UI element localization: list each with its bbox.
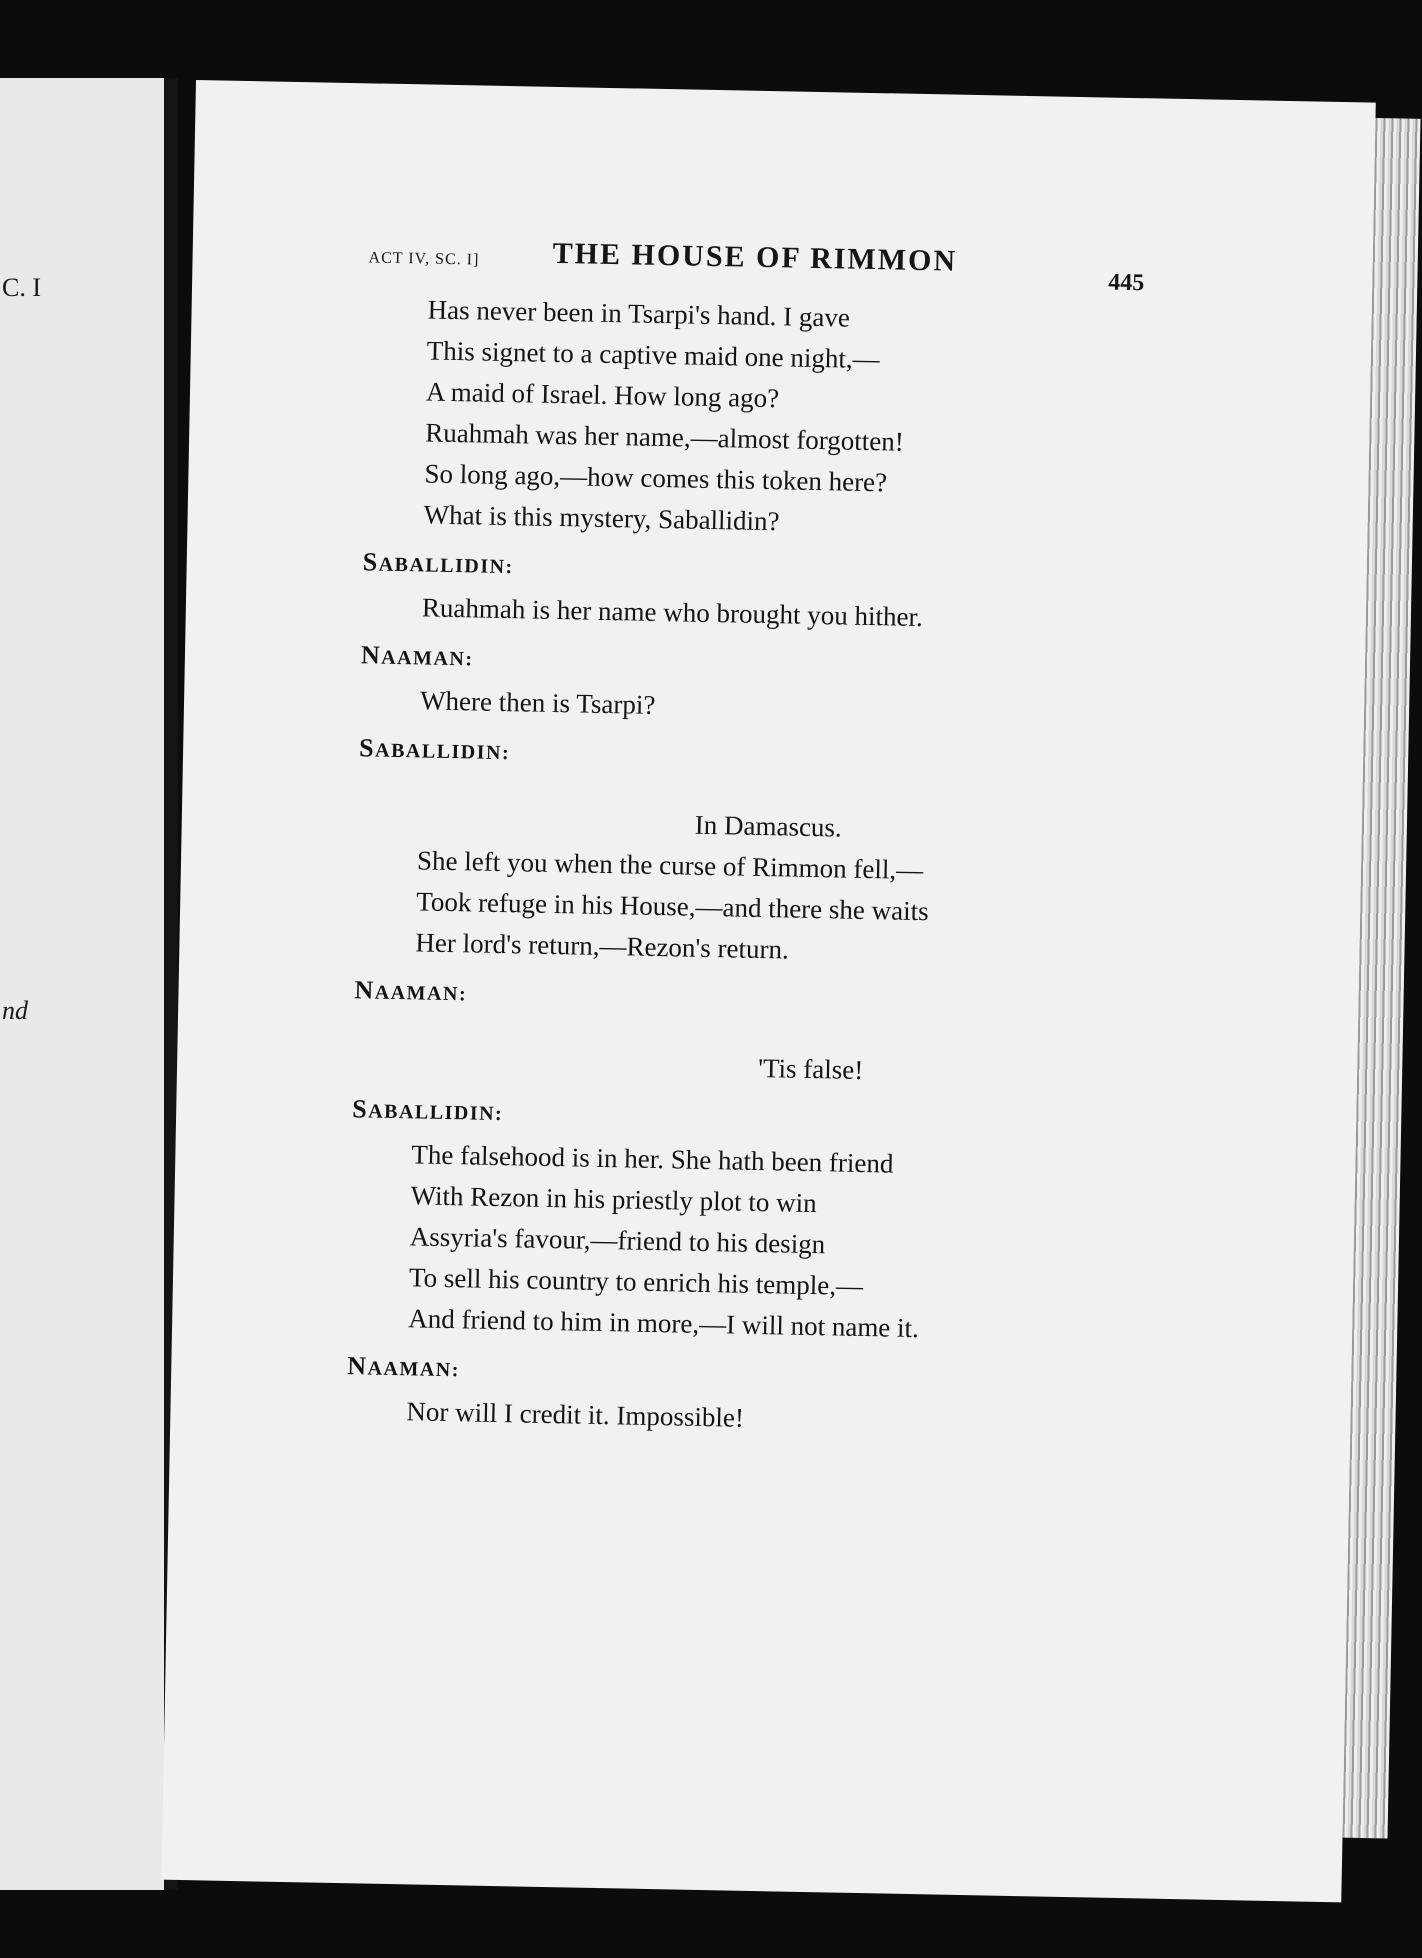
- verse-line: Took refuge in his House,—and there she waits: [415, 886, 929, 927]
- play-text: [346, 288, 1268, 1448]
- verse-line: Her lord's return,—Rezon's return.: [415, 927, 790, 965]
- verse-line: Ruahmah is her name who brought you hither.: [421, 592, 924, 633]
- verse-line: Nor will I credit it. Impossible!: [406, 1396, 745, 1433]
- verse-line: Assyria's favour,—friend to his design: [409, 1221, 826, 1260]
- verse-line: So long ago,—how comes this token here?: [424, 458, 888, 498]
- speaker-name: NAAMAN:: [354, 975, 468, 1006]
- previous-page: [0, 78, 178, 1890]
- verse-line: What is this mystery, Saballidin?: [423, 499, 780, 537]
- book-title: THE HOUSE OF RIMMON: [552, 236, 958, 278]
- previous-page-fragment: C. I: [2, 273, 41, 302]
- verse-line: 'Tis false!: [757, 1052, 864, 1085]
- speaker-name: SABALLIDIN:: [352, 1094, 504, 1126]
- book-page: [161, 80, 1375, 1902]
- speaker-name: SABALLIDIN:: [362, 547, 514, 579]
- verse-line: And friend to him in more,—I will not name it.: [407, 1303, 920, 1344]
- verse-line: With Rezon in his priestly plot to win: [410, 1180, 817, 1219]
- verse-line: In Damascus.: [694, 809, 843, 843]
- verse-line: The falsehood is in her. She hath been friend: [411, 1139, 894, 1179]
- speaker-name: SABALLIDIN:: [358, 733, 511, 765]
- speaker-name: NAAMAN:: [360, 640, 474, 671]
- running-head: ACT IV, SC. I]: [368, 249, 480, 269]
- speaker-name: NAAMAN:: [347, 1351, 461, 1382]
- previous-page-fragment: nd: [2, 996, 28, 1025]
- verse-line: To sell his country to enrich his temple,—: [408, 1262, 864, 1302]
- page-number: 445: [1108, 269, 1145, 297]
- verse-line: She left you when the curse of Rimmon fell,—: [416, 845, 924, 886]
- verse-line: Has never been in Tsarpi's hand. I gave: [427, 294, 851, 333]
- verse-line: This signet to a captive maid one night,—: [426, 335, 880, 375]
- verse-line: A maid of Israel. How long ago?: [425, 376, 780, 414]
- verse-line: Where then is Tsarpi?: [419, 685, 656, 720]
- verse-line: Ruahmah was her name,—almost forgotten!: [424, 417, 905, 457]
